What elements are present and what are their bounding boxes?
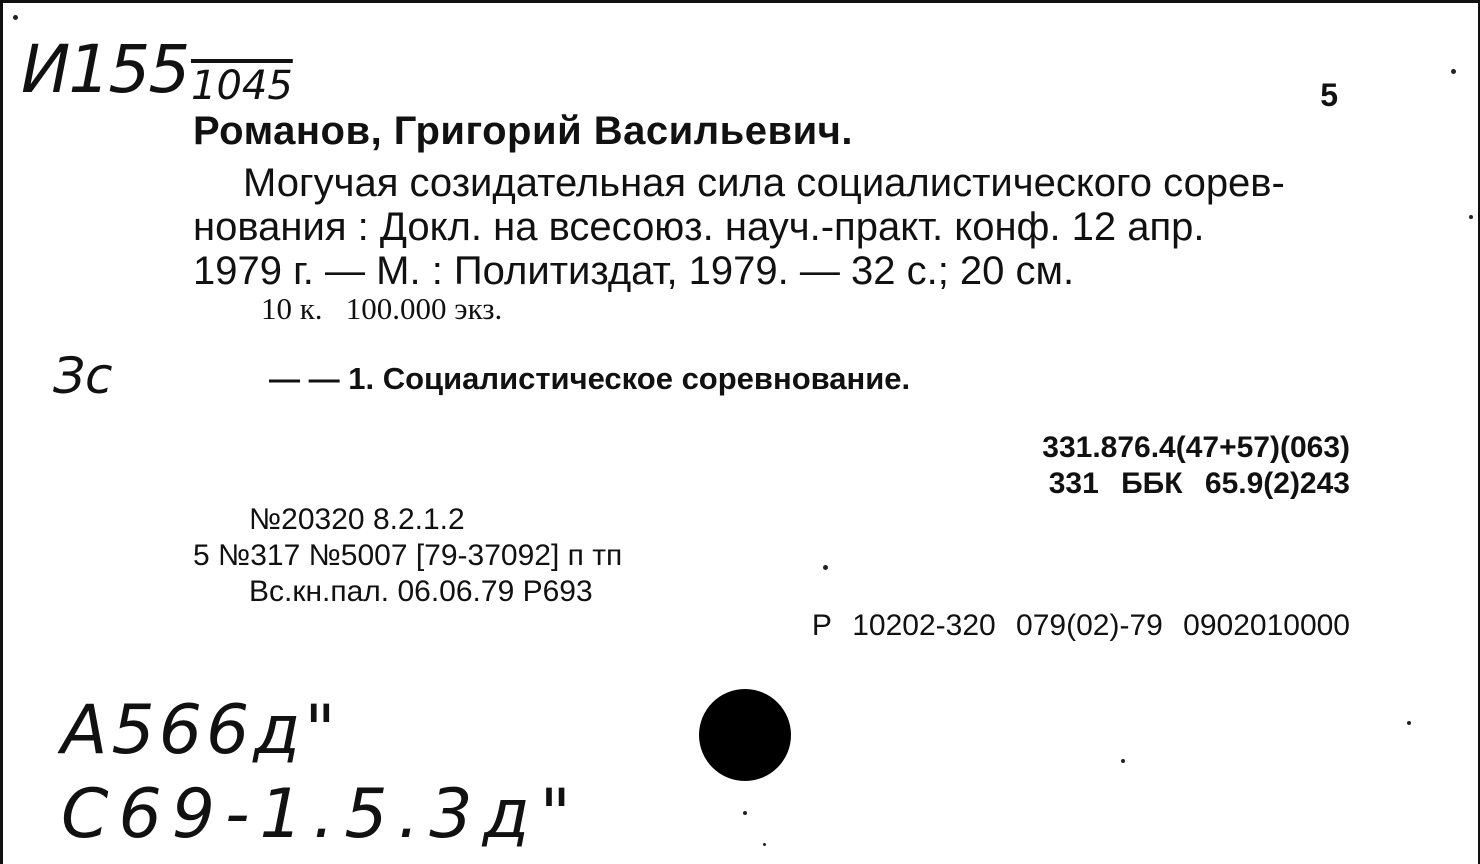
handwritten-shelf-mark: И155	[21, 31, 189, 108]
udc-index: 331.876.4(47+57)(063)	[1042, 431, 1350, 464]
service-line-3: Вс.кн.пал. 06.06.79 Р693	[249, 575, 593, 608]
dust-speck	[13, 15, 18, 20]
handwritten-mark-zc: Зс	[53, 347, 113, 405]
dust-speck	[743, 811, 747, 815]
dust-speck	[1407, 721, 1411, 725]
title-line-3: 1979 г. — М. : Политиздат, 1979. — 32 с.; 20 см.	[193, 249, 1075, 293]
dust-speck	[763, 843, 766, 846]
dust-speck	[1451, 69, 1456, 74]
price-and-print-run: 10 к. 100.000 экз.	[261, 291, 503, 326]
service-line-1: №20320 8.2.1.2	[249, 503, 465, 536]
dust-speck	[1121, 759, 1125, 763]
title-line-2: нования : Докл. на всесоюз. науч.-практ. конф. 12 апр.	[193, 205, 1205, 249]
publication-code: Р 10202-320 079(02)-79 0902010000	[811, 609, 1350, 642]
handwritten-inventory-2: С69-1.5.3д"	[61, 775, 581, 854]
page-number: 5	[1320, 77, 1338, 113]
subject-heading: — — 1. Социалистическое соревнование.	[269, 361, 911, 396]
dust-speck	[823, 565, 828, 570]
dust-speck	[1469, 215, 1473, 219]
service-line-2: 5 №317 №5007 [79-37092] п тп	[193, 539, 623, 572]
bbk-index: 331 ББК 65.9(2)243	[1048, 467, 1350, 500]
author-heading: Романов, Григорий Васильевич.	[193, 109, 854, 153]
handwritten-shelf-sub: 1045	[191, 63, 293, 109]
handwritten-inventory-1: А566д"	[61, 691, 340, 770]
title-line-1: Могучая созидательная сила социалистического сорев-	[243, 161, 1285, 205]
punch-hole	[699, 689, 791, 781]
